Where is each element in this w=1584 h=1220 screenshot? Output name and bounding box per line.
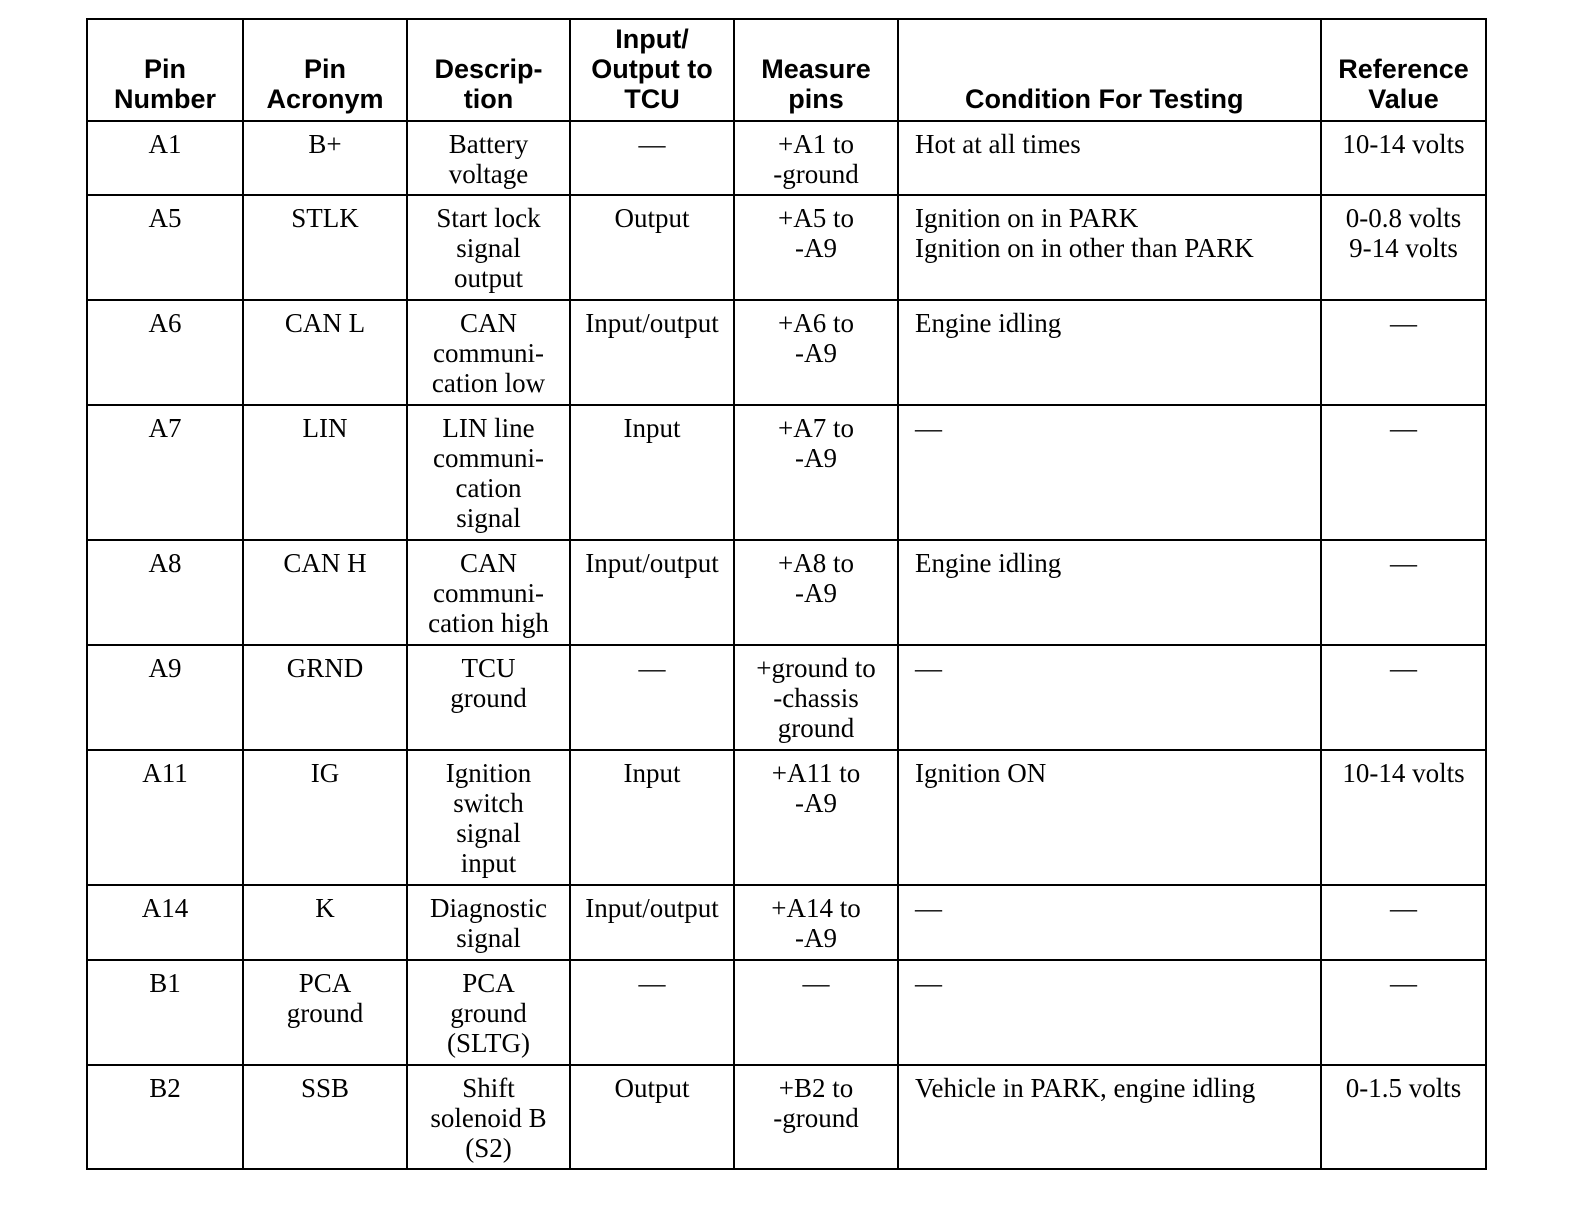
cell-text-line: LIN	[302, 413, 348, 443]
cell-condition	[898, 121, 1321, 195]
cell-text-line: +A6 to	[778, 308, 854, 338]
cell-measure-pins	[734, 195, 898, 300]
cell-text-line: Hot at all times	[915, 129, 1081, 159]
cell-text-line: CAN H	[283, 548, 367, 578]
table-row	[87, 121, 1486, 195]
cell-text-line: -A9	[795, 443, 837, 473]
cell-measure-pins	[734, 885, 898, 960]
header-text-line: Measure	[761, 54, 871, 84]
cell-text-line: (SLTG)	[446, 1028, 530, 1058]
cell-text-line: -A9	[795, 338, 837, 368]
cell-text-line: signal	[456, 818, 521, 848]
cell-io-to-tcu: —	[570, 960, 734, 1065]
cell-text-line: —	[1390, 893, 1417, 923]
header-text-line: tion	[463, 84, 514, 114]
cell-description	[407, 300, 570, 405]
cell-reference-value	[1321, 195, 1486, 300]
table-row	[87, 645, 1486, 750]
cell-io-to-tcu: Input	[570, 405, 734, 540]
cell-measure-pins	[734, 300, 898, 405]
cell-pin-acronym	[243, 300, 407, 405]
cell-text-line: -A9	[795, 788, 837, 818]
cell-text-line: -ground	[773, 1103, 859, 1133]
cell-text-line: SSB	[300, 1073, 350, 1103]
cell-reference-value	[1321, 885, 1486, 960]
cell-pin-number: A7	[87, 405, 243, 540]
cell-text-line: output	[453, 263, 523, 293]
cell-text-line: (S2)	[465, 1133, 512, 1163]
cell-pin-number: A9	[87, 645, 243, 750]
cell-text-line: communi-	[433, 338, 544, 368]
cell-pin-acronym	[243, 885, 407, 960]
cell-pin-acronym	[243, 960, 407, 1065]
cell-text-line: —	[915, 893, 942, 923]
cell-text-line: +A7 to	[778, 413, 854, 443]
cell-description	[407, 540, 570, 645]
cell-condition	[898, 960, 1321, 1065]
cell-text-line: Ignition	[445, 758, 532, 788]
cell-text-line: CAN	[459, 548, 517, 578]
cell-text-line: —	[1390, 308, 1417, 338]
cell-condition	[898, 195, 1321, 300]
cell-io-to-tcu: Input/output	[570, 885, 734, 960]
cell-text-line: —	[1390, 968, 1417, 998]
cell-text-line: 10-14 volts	[1342, 129, 1465, 159]
cell-measure-pins	[734, 645, 898, 750]
cell-text-line: voltage	[448, 159, 529, 189]
cell-text-line: Ignition ON	[915, 758, 1047, 788]
header-measure-pins	[734, 19, 898, 121]
cell-text-line: PCA	[298, 968, 352, 998]
cell-text-line: input	[460, 848, 517, 878]
cell-text-line: communi-	[433, 443, 544, 473]
header-text-line: Pin	[143, 54, 186, 84]
cell-text-line: —	[915, 968, 942, 998]
cell-text-line: -chassis	[773, 683, 859, 713]
cell-reference-value	[1321, 750, 1486, 885]
cell-text-line: IG	[310, 758, 340, 788]
header-pin-number	[87, 19, 243, 121]
header-text-line: Number	[113, 84, 216, 114]
cell-text-line: signal	[456, 233, 521, 263]
cell-text-line: CAN	[459, 308, 517, 338]
cell-text-line: Battery	[448, 129, 529, 159]
cell-reference-value	[1321, 121, 1486, 195]
header-text-line: TCU	[624, 84, 680, 114]
cell-description	[407, 750, 570, 885]
cell-text-line: K	[315, 893, 335, 923]
cell-reference-value	[1321, 300, 1486, 405]
header-text-line: Reference	[1338, 54, 1469, 84]
cell-pin-acronym	[243, 750, 407, 885]
cell-description	[407, 885, 570, 960]
header-text-line: Pin	[303, 54, 346, 84]
cell-reference-value	[1321, 645, 1486, 750]
cell-text-line: 9-14 volts	[1349, 233, 1458, 263]
cell-text-line: +A8 to	[778, 548, 854, 578]
cell-text-line: Diagnostic	[430, 893, 547, 923]
cell-condition	[898, 540, 1321, 645]
cell-text-line: Ignition on in PARK	[915, 203, 1139, 233]
cell-io-to-tcu: Input/output	[570, 300, 734, 405]
cell-text-line: CAN L	[284, 308, 366, 338]
cell-text-line: ground	[450, 683, 527, 713]
cell-text-line: B+	[308, 129, 342, 159]
cell-text-line: signal	[456, 503, 521, 533]
cell-description	[407, 1065, 570, 1169]
cell-io-to-tcu: Input	[570, 750, 734, 885]
table-row	[87, 300, 1486, 405]
cell-measure-pins	[734, 405, 898, 540]
table-row	[87, 405, 1486, 540]
cell-reference-value	[1321, 540, 1486, 645]
cell-text-line: 0-0.8 volts	[1345, 203, 1462, 233]
header-text-line: Input/	[615, 24, 689, 54]
cell-text-line: Start lock	[436, 203, 541, 233]
cell-io-to-tcu: —	[570, 121, 734, 195]
cell-pin-number: A8	[87, 540, 243, 645]
cell-reference-value	[1321, 960, 1486, 1065]
cell-text-line: 0-1.5 volts	[1345, 1073, 1462, 1103]
cell-text-line: -A9	[795, 233, 837, 263]
cell-condition	[898, 1065, 1321, 1169]
cell-text-line: —	[802, 968, 830, 998]
cell-text-line: solenoid B	[430, 1103, 547, 1133]
cell-text-line: +B2 to	[778, 1073, 854, 1103]
cell-io-to-tcu: Output	[570, 1065, 734, 1169]
header-text-line: pins	[788, 84, 844, 114]
header-row	[87, 19, 1486, 121]
header-reference-value	[1321, 19, 1486, 121]
cell-text-line: +A11 to	[771, 758, 861, 788]
cell-pin-acronym	[243, 405, 407, 540]
cell-description	[407, 405, 570, 540]
cell-text-line: ground	[450, 998, 527, 1028]
cell-condition	[898, 750, 1321, 885]
cell-text-line: —	[915, 413, 942, 443]
cell-text-line: +ground to	[756, 653, 876, 683]
cell-pin-number: A5	[87, 195, 243, 300]
cell-text-line: Engine idling	[915, 308, 1062, 338]
cell-text-line: signal	[456, 923, 521, 953]
cell-pin-number: A14	[87, 885, 243, 960]
cell-pin-number: B2	[87, 1065, 243, 1169]
table-row	[87, 1065, 1486, 1169]
pin-table	[86, 18, 1487, 1170]
header-text-line: Acronym	[266, 84, 384, 114]
cell-pin-acronym	[243, 645, 407, 750]
cell-text-line: +A5 to	[778, 203, 854, 233]
cell-text-line: -A9	[795, 578, 837, 608]
cell-pin-number: B1	[87, 960, 243, 1065]
cell-text-line: +A1 to	[778, 129, 854, 159]
header-text-line: Value	[1368, 84, 1439, 114]
header-description	[407, 19, 570, 121]
cell-text-line: —	[1390, 653, 1417, 683]
table-row	[87, 885, 1486, 960]
cell-text-line: Shift	[462, 1073, 515, 1103]
cell-measure-pins	[734, 121, 898, 195]
cell-text-line: communi-	[433, 578, 544, 608]
cell-text-line: Vehicle in PARK, engine idling	[915, 1073, 1256, 1103]
cell-text-line: 10-14 volts	[1342, 758, 1465, 788]
cell-measure-pins	[734, 960, 898, 1065]
cell-pin-acronym	[243, 121, 407, 195]
cell-text-line: ground	[286, 998, 364, 1028]
cell-reference-value	[1321, 1065, 1486, 1169]
cell-text-line: cation low	[431, 368, 546, 398]
header-text-line: Condition For Testing	[965, 84, 1244, 114]
cell-text-line: —	[1390, 548, 1417, 578]
cell-pin-acronym	[243, 1065, 407, 1169]
cell-text-line: switch	[453, 788, 524, 818]
cell-io-to-tcu: Input/output	[570, 540, 734, 645]
cell-measure-pins	[734, 750, 898, 885]
cell-text-line: LIN line	[442, 413, 535, 443]
cell-text-line: —	[1390, 413, 1417, 443]
table-row	[87, 195, 1486, 300]
cell-description	[407, 645, 570, 750]
header-text-line: Output to	[591, 54, 713, 84]
cell-io-to-tcu: —	[570, 645, 734, 750]
cell-text-line: cation high	[428, 608, 549, 638]
table-row	[87, 750, 1486, 885]
cell-text-line: -ground	[773, 159, 859, 189]
cell-condition	[898, 885, 1321, 960]
header-pin-acronym	[243, 19, 407, 121]
cell-io-to-tcu: Output	[570, 195, 734, 300]
cell-text-line: cation	[455, 473, 522, 503]
table-row	[87, 960, 1486, 1065]
cell-text-line: PCA	[462, 968, 515, 998]
header-text-line: Descrip-	[434, 54, 543, 84]
cell-text-line: Ignition on in other than PARK	[915, 233, 1254, 263]
cell-reference-value	[1321, 405, 1486, 540]
table-row	[87, 540, 1486, 645]
cell-description	[407, 195, 570, 300]
cell-text-line: TCU	[461, 653, 516, 683]
cell-description	[407, 121, 570, 195]
cell-pin-number: A6	[87, 300, 243, 405]
cell-pin-number: A1	[87, 121, 243, 195]
cell-pin-acronym	[243, 540, 407, 645]
header-io-to-tcu	[570, 19, 734, 121]
header-condition	[898, 19, 1321, 121]
cell-text-line: ground	[777, 713, 855, 743]
cell-text-line: GRND	[286, 653, 364, 683]
cell-text-line: —	[915, 653, 942, 683]
cell-condition	[898, 405, 1321, 540]
cell-measure-pins	[734, 540, 898, 645]
cell-pin-number: A11	[87, 750, 243, 885]
cell-description	[407, 960, 570, 1065]
cell-text-line: +A14 to	[771, 893, 861, 923]
cell-text-line: STLK	[291, 203, 359, 233]
cell-pin-acronym	[243, 195, 407, 300]
table-body	[87, 121, 1486, 1169]
cell-measure-pins	[734, 1065, 898, 1169]
cell-condition	[898, 645, 1321, 750]
cell-condition	[898, 300, 1321, 405]
cell-text-line: Engine idling	[915, 548, 1062, 578]
cell-text-line: -A9	[795, 923, 837, 953]
